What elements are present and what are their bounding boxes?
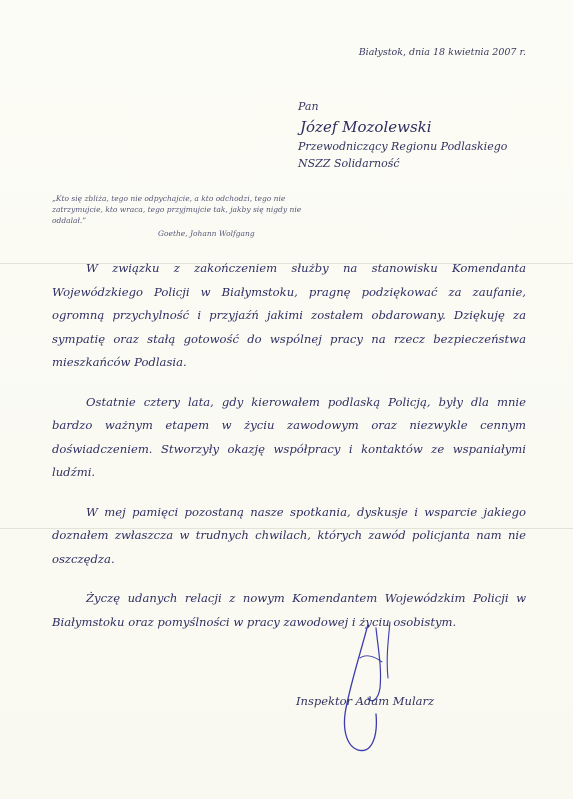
recipient-name: Józef Mozolewski xyxy=(300,118,432,136)
signature-name: Inspektor Adam Mularz xyxy=(296,694,435,708)
place-date: Białystok, dnia 18 kwietnia 2007 r. xyxy=(358,47,526,58)
recipient-salutation: Pan xyxy=(298,100,319,113)
body-paragraph: W związku z zakończeniem służby na stanowisku Komendanta Wojewódzkiego Policji w Białymstoku, pragnę podziękować za zaufanie, ogromną przychylność i przyjaźń jakimi zostałem obdarowany. Dziękuję za sympatię oraz stałą gotowość do wspólnej pracy na rzecz bezpieczeństwa mieszkańców Podlasia. xyxy=(52,261,526,369)
handwritten-signature xyxy=(332,618,404,758)
epigraph-quote xyxy=(52,193,302,239)
body-paragraph: Ostatnie cztery lata, gdy kierowałem podlaską Policją, były dla mnie bardzo ważnym etapem w życiu zawodowym oraz niezwykle cennym doświadczeniem. Stworzyły okazję współpracy i kontaktów ze wspaniałymi ludźmi. xyxy=(52,394,526,479)
letter-body xyxy=(52,257,526,650)
recipient-address xyxy=(298,98,548,172)
quote-text: „Kto się zbliża, tego nie odpychajcie, a kto odchodzi, tego nie zatrzymujcie, kto wraca, tego przyjmujcie tak, jakby się nigdy nie oddalał.” xyxy=(52,194,302,225)
recipient-organization: NSZZ Solidarność xyxy=(298,157,400,170)
body-paragraph: Życzę udanych relacji z nowym Komendantem Wojewódzkim Policji w Białymstoku oraz pomyślności w pracy zawodowej i życiu osobistym. xyxy=(52,591,526,629)
quote-author: Goethe, Johann Wolfgang xyxy=(158,229,255,238)
body-paragraph: W mej pamięci pozostaną nasze spotkania, dyskusje i wsparcie jakiego doznałem zwłaszcza w trudnych chwilach, których zawód policjanta nam nie oszczędza. xyxy=(52,504,526,566)
recipient-title: Przewodniczący Regionu Podlaskiego xyxy=(298,140,508,153)
